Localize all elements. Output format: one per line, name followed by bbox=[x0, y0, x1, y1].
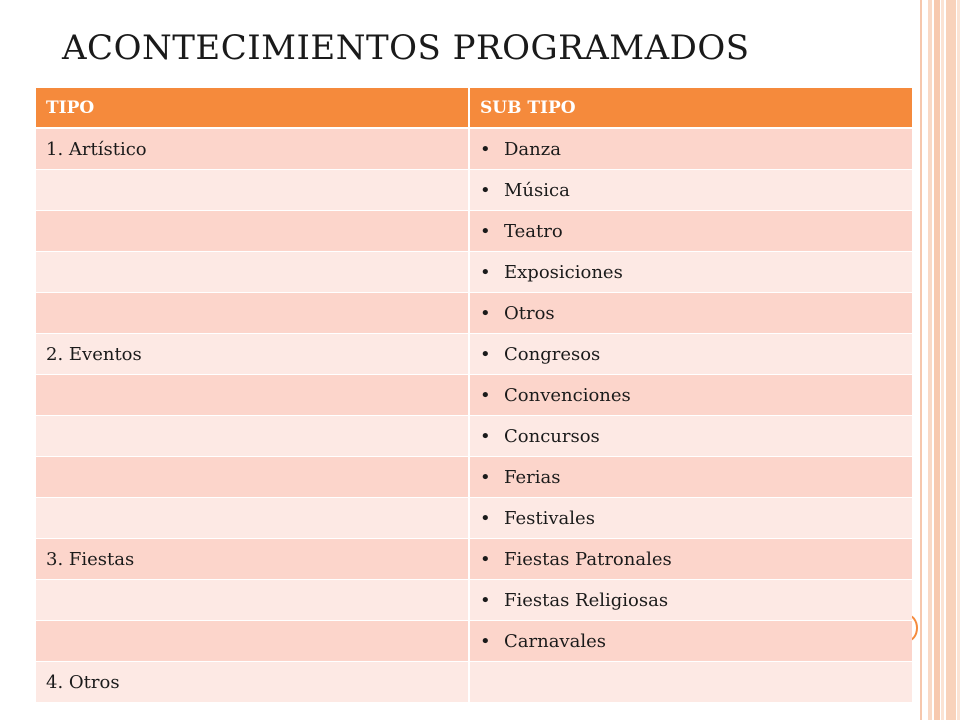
bullet-icon: • bbox=[480, 548, 491, 570]
sub-tipo-label: Ferias bbox=[504, 466, 561, 488]
table-row bbox=[36, 662, 912, 703]
sub-tipo-label: Concursos bbox=[504, 425, 600, 447]
sub-tipo-label: Congresos bbox=[504, 343, 601, 365]
sub-tipo-label: Danza bbox=[504, 138, 561, 160]
bullet-icon: • bbox=[480, 589, 491, 611]
bullet-icon: • bbox=[480, 425, 491, 447]
sub-tipo-cell bbox=[470, 252, 912, 293]
table-row bbox=[36, 293, 912, 334]
decorative-border-stripe bbox=[946, 0, 956, 720]
table-body bbox=[36, 129, 912, 703]
sub-tipo-label: Teatro bbox=[504, 220, 563, 242]
table-row bbox=[36, 252, 912, 293]
sub-tipo-cell bbox=[470, 211, 912, 252]
sub-tipo-label: Carnavales bbox=[504, 630, 606, 652]
tipo-cell: 1. Artístico bbox=[36, 129, 470, 170]
sub-tipo-cell bbox=[470, 416, 912, 457]
table-row bbox=[36, 375, 912, 416]
bullet-icon: • bbox=[480, 261, 491, 283]
decorative-border-stripe bbox=[928, 0, 932, 720]
sub-tipo-cell bbox=[470, 498, 912, 539]
events-table bbox=[36, 88, 912, 703]
decorative-border-stripe bbox=[941, 0, 944, 720]
sub-tipo-cell bbox=[470, 457, 912, 498]
tipo-cell bbox=[36, 457, 470, 498]
sub-tipo-label: Fiestas Patronales bbox=[504, 548, 672, 570]
tipo-cell: 4. Otros bbox=[36, 662, 470, 703]
bullet-icon: • bbox=[480, 138, 491, 160]
sub-tipo-label: Convenciones bbox=[504, 384, 631, 406]
sub-tipo-cell bbox=[470, 580, 912, 621]
tipo-cell bbox=[36, 416, 470, 457]
bullet-icon: • bbox=[480, 302, 491, 324]
tipo-cell bbox=[36, 375, 470, 416]
table-row bbox=[36, 416, 912, 457]
column-header-tipo: TIPO bbox=[36, 88, 470, 129]
tipo-cell bbox=[36, 252, 470, 293]
table-row bbox=[36, 621, 912, 662]
table-header-row bbox=[36, 88, 912, 129]
sub-tipo-cell bbox=[470, 129, 912, 170]
tipo-cell bbox=[36, 170, 470, 211]
table-row bbox=[36, 498, 912, 539]
bullet-icon: • bbox=[480, 466, 491, 488]
bullet-icon: • bbox=[480, 384, 491, 406]
tipo-cell bbox=[36, 621, 470, 662]
sub-tipo-cell bbox=[470, 334, 912, 375]
tipo-cell: 2. Eventos bbox=[36, 334, 470, 375]
bullet-icon: • bbox=[480, 220, 491, 242]
tipo-cell bbox=[36, 211, 470, 252]
sub-tipo-cell bbox=[470, 170, 912, 211]
table-row bbox=[36, 334, 912, 375]
column-header-sub-tipo: SUB TIPO bbox=[470, 88, 912, 129]
sub-tipo-label: Exposiciones bbox=[504, 261, 623, 283]
page-title: ACONTECIMIENTOS PROGRAMADOS bbox=[62, 28, 750, 68]
sub-tipo-label: Música bbox=[504, 179, 570, 201]
tipo-cell bbox=[36, 498, 470, 539]
sub-tipo-cell bbox=[470, 539, 912, 580]
sub-tipo-label: Otros bbox=[504, 302, 555, 324]
sub-tipo-label: Fiestas Religiosas bbox=[504, 589, 669, 611]
tipo-cell bbox=[36, 580, 470, 621]
table-row bbox=[36, 539, 912, 580]
sub-tipo-cell bbox=[470, 621, 912, 662]
sub-tipo-label: Festivales bbox=[504, 507, 595, 529]
sub-tipo-cell bbox=[470, 293, 912, 334]
decorative-border-stripe bbox=[920, 0, 922, 720]
sub-tipo-cell bbox=[470, 662, 912, 703]
tipo-cell bbox=[36, 293, 470, 334]
decorative-border-stripe bbox=[934, 0, 940, 720]
bullet-icon: • bbox=[480, 179, 491, 201]
bullet-icon: • bbox=[480, 630, 491, 652]
table-row bbox=[36, 580, 912, 621]
tipo-cell: 3. Fiestas bbox=[36, 539, 470, 580]
bullet-icon: • bbox=[480, 343, 491, 365]
table-row bbox=[36, 211, 912, 252]
table-row bbox=[36, 129, 912, 170]
table-row bbox=[36, 457, 912, 498]
bullet-icon: • bbox=[480, 507, 491, 529]
sub-tipo-cell bbox=[470, 375, 912, 416]
table-row bbox=[36, 170, 912, 211]
